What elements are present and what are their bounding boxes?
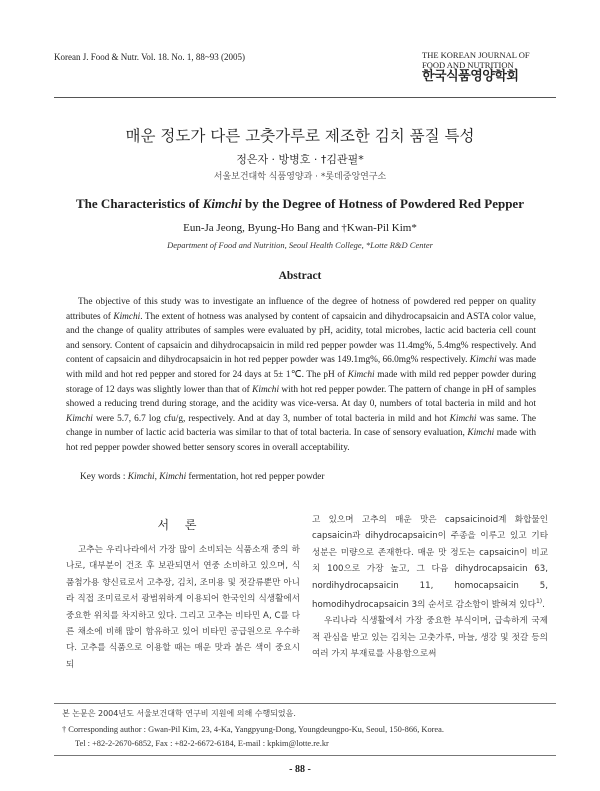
footnote-corresponding-author: † Corresponding author : Gwan-Pil Kim, 23, 4-Ka, Yangpyung-Dong, Youngdeungpo-Ku, Seoul, 150-866, Korea. <box>62 725 444 734</box>
journal-name-en-line2: FOOD AND NUTRITION <box>422 60 514 70</box>
footer-divider <box>54 755 556 756</box>
paper-title-kr: 매운 정도가 다른 고춧가루로 제조한 김치 품질 특성 <box>125 127 475 145</box>
authors-en: Eun-Ja Jeong, Byung-Ho Bang and †Kwan-Pil Kim* <box>183 222 417 234</box>
title-en-post: by the Degree of Hotness of Powdered Red Pepper <box>241 196 524 211</box>
footnote-contact: Tel : +82-2-2670-6852, Fax : +82-2-6672-6184, E-mail : kpkim@lotte.re.kr <box>75 739 329 748</box>
page-number: - 88 - <box>289 764 311 775</box>
journal-name-kr: 한국식품영양학회 <box>422 69 519 84</box>
header-divider <box>54 97 556 98</box>
intro-paragraph-1: 고추는 우리나라에서 가장 많이 소비되는 식품소재 중의 하나로, 대부분이 건조 후 보관되면서 연중 소비하고 있으며, 식품첨가용 향신료로서 고추장, 김치, 조미용 및 젓갈류뿐만 아니라 직접 조미료로서 광범위하게 이용되어 한국인의 식생활에서 중요한 위치를 차지하고 있다. 그리고 고추는 비타민 A, C를 다른 채소에 비해 많이 함유하고 있어 비타민 공급원으로 우수하다. 고추를 식품으로 이용할 때는 매운 맛과 붉은 색이 중요시 되 <box>66 545 300 670</box>
footnote-divider <box>54 703 556 704</box>
intro-paragraph-1-cont-text: 고 있으며 고추의 매운 맛은 capsaicinoid계 화합물인 capsaicin과 dihydrocapsaicin이 주종을 이루고 있고 기타 성분은 미량으로 존재한다. 매운 맛 정도는 capsaicin이 비교치 100으로 가장 높고, 그 다음 dihydrocapsaicin 63, nordihydrocapsaicin 11, homocapsaicin 5, homodihydrocapsaicin 3의 순서로 감소함이 밝혀져 있다 <box>312 515 548 610</box>
abstract-heading: Abstract <box>278 270 322 282</box>
journal-name-en-line1: THE KOREAN JOURNAL OF <box>422 50 530 60</box>
affiliation-en: Department of Food and Nutrition, Seoul Health College, *Lotte R&D Center <box>167 240 433 250</box>
paper-title-en <box>0 196 600 212</box>
footnote-funding: 본 논문은 2004년도 서울보건대학 연구비 지원에 의해 수행되었음. <box>62 709 296 718</box>
keywords: Key words : Kimchi, Kimchi fermentation, hot red pepper powder <box>80 472 325 482</box>
title-en-italic: Kimchi <box>202 196 242 211</box>
intro-paragraph-1-cont: 고 있으며 고추의 매운 맛은 capsaicinoid계 화합물인 capsaicin과 dihydrocapsaicin이 주종을 이루고 있고 기타 성분은 미량으로 존재한다. 매운 맛 정도는 capsaicin이 비교치 100으로 가장 높고, 그 다음 dihydrocapsaicin 63, nordihydrocapsaicin 11, homocapsaicin 5, homodihydrocapsaicin 3의 순서로 감소함이 밝혀져 있다$^{1)}$. <box>312 515 548 610</box>
intro-column-right <box>312 512 548 663</box>
abstract-body: The objective of this study was to investigate an influence of the degree of hotness of powdered red pepper on quality attributes of Kimchi. The extent of hotness was analysed by content of capsaicin and dihydrocapsaicin and ASTA color value, and the change of quality attributes of samples were evaluated by pH, acidity, total microbes, lactic acid bacteria cell count and sensory. Content of capsaicin and dihydrocapsaicin in mild red pepper powder was 11.4mg%, 5.4mg% respectively. And content of capsaicin and dihydrocapsaicin in hot red pepper powder was 149.1mg%, 66.0mg% respectively. Kimchi was made with mild and hot red pepper and stored for 24 days at 5± 1℃. The pH of Kimchi made with mild red pepper powder during storage of 12 days was slightly lower than that of Kimchi with hot red pepper powder. The pattern of change in pH of samples showed a reducing trend during storage, and the acidity was vice-versa. At day 0, numbers of total bacteria in mild and hot Kimchi were 5.7, 6.7 log cfu/g, respectively. And at day 3, number of total bacteria in mild and hot Kimchi was same. The change in number of lactic acid bacteria was similar to that of total bacteria. In case of sensory evaluation, Kimchi made with hot red pepper powder showed better sensory scores in overall acceptability. <box>66 297 536 453</box>
authors-kr: 정은자 · 방병호 · †김관필* <box>236 153 364 166</box>
intro-column-left <box>66 542 300 673</box>
journal-citation: Korean J. Food & Nutr. Vol. 18. No. 1, 88~93 (2005) <box>54 52 246 62</box>
section-heading-introduction: 서 론 <box>157 518 203 532</box>
journal-logo <box>422 50 562 82</box>
title-en-pre: The Characteristics of <box>76 196 203 211</box>
reference-1: 1) <box>535 598 543 606</box>
affiliation-kr: 서울보건대학 식품영양과 · *롯데중앙연구소 <box>213 172 387 182</box>
intro-paragraph-2: 우리나라 식생활에서 가장 중요한 부식이며, 급속하게 국제적 관심을 받고 있는 김치는 고춧가루, 마늘, 생강 및 젓갈 등의 여러 가지 부재료를 사용함으로써 <box>312 616 548 660</box>
